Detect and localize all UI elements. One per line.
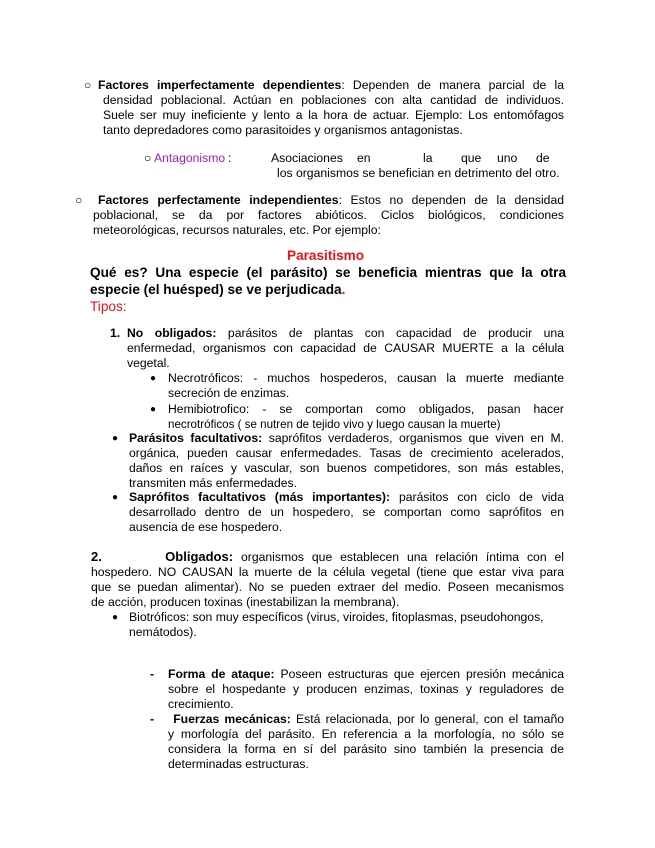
- perfect-term: Factores perfectamente independientes: [98, 193, 339, 207]
- item1-term: No obligados:: [127, 326, 217, 340]
- imperfect-term: Factores imperfectamente dependientes: [98, 78, 342, 92]
- types-label: Tipos:: [90, 299, 127, 314]
- question-line-2: especie (el huésped) se ve perjudicada.: [90, 282, 346, 297]
- forces-term: Fuerzas mecánicas:: [173, 712, 291, 726]
- imperfect-line-1: Factores imperfectamente dependientes: Dependen de manera parcial de la: [98, 78, 564, 92]
- circle-bullet-icon: ○: [144, 151, 152, 165]
- dot-bullet-icon: ●: [150, 373, 157, 384]
- saprophytes-term: Saprófitos facultativos (más importantes):: [129, 490, 391, 504]
- antagonism-term: Antagonismo: [154, 151, 226, 165]
- facultative-term: Parásitos facultativos:: [129, 431, 263, 445]
- attack-term: Forma de ataque:: [168, 667, 275, 681]
- dot-bullet-icon: ●: [150, 404, 157, 415]
- circle-bullet-icon: ○: [75, 193, 83, 207]
- circle-bullet-icon: ○: [84, 78, 92, 92]
- dash-bullet: -: [150, 667, 155, 681]
- dash-bullet: -: [150, 712, 155, 726]
- item2-term: Obligados:: [165, 549, 234, 564]
- dot-bullet-icon: ●: [112, 612, 119, 623]
- dot-bullet-icon: ●: [112, 492, 119, 503]
- dot-bullet-icon: ●: [112, 433, 119, 444]
- question-line-1: Qué es? Una especie (el parásito) se beneficia mientras que la otra: [90, 265, 566, 280]
- section-title: Parasitismo: [287, 248, 365, 263]
